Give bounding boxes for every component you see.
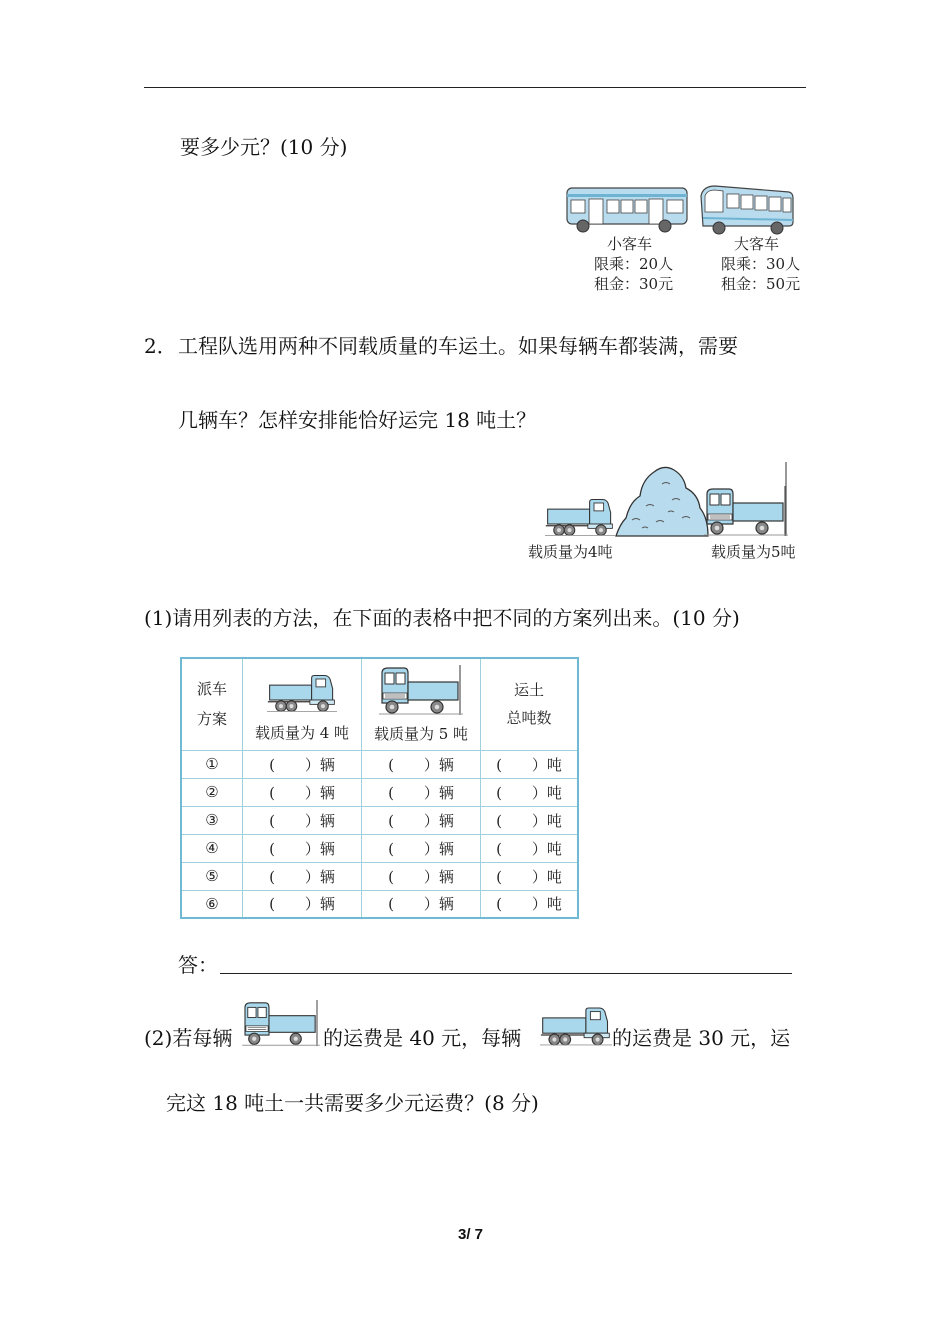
large-bus-rent: 租金：50元 bbox=[721, 275, 801, 293]
answer-label: 答： bbox=[178, 953, 218, 977]
header-total bbox=[481, 658, 579, 750]
header-plan-line2: 方案 bbox=[196, 710, 227, 729]
table-header-row bbox=[181, 658, 578, 750]
row-large-count[interactable]: ( ）辆 bbox=[362, 834, 481, 862]
truck-4t-illustration bbox=[545, 496, 615, 538]
row-small-count[interactable]: ( ）辆 bbox=[243, 750, 362, 778]
row-small-count[interactable]: ( ）辆 bbox=[243, 778, 362, 806]
header-plan-line1: 派车 bbox=[196, 680, 227, 699]
header-total-line1: 运土 bbox=[513, 681, 544, 700]
row-small-count[interactable]: ( ）辆 bbox=[243, 806, 362, 834]
part2-suffix: 的运费是 30 元，运 bbox=[612, 1026, 791, 1050]
header-truck-5t-label: 载质量为 5 吨 bbox=[373, 724, 469, 743]
dirt-pile-illustration bbox=[612, 462, 712, 540]
table-row bbox=[181, 862, 578, 890]
table-row bbox=[181, 778, 578, 806]
header-rule bbox=[144, 87, 806, 88]
row-id: ⑥ bbox=[181, 890, 243, 918]
truck-4t-icon bbox=[267, 672, 337, 714]
truck-4t-inline-icon bbox=[540, 1004, 612, 1048]
row-total[interactable]: ( ）吨 bbox=[481, 862, 579, 890]
table-row bbox=[181, 750, 578, 778]
question1-tail: 要多少元？(10 分) bbox=[180, 135, 348, 159]
row-small-count[interactable]: ( ）辆 bbox=[243, 834, 362, 862]
truck-5t-icon bbox=[379, 665, 463, 717]
truck-5t-inline-icon bbox=[240, 1000, 322, 1048]
part1-prompt: (1)请用列表的方法，在下面的表格中把不同的方案列出来。(10 分) bbox=[144, 606, 740, 630]
row-id: ① bbox=[181, 750, 243, 778]
table-row bbox=[181, 834, 578, 862]
row-large-count[interactable]: ( ）辆 bbox=[362, 778, 481, 806]
row-id: ③ bbox=[181, 806, 243, 834]
question2-line2: 几辆车？怎样安排能恰好运完 18 吨土？ bbox=[178, 408, 537, 432]
plan-table bbox=[180, 657, 579, 919]
header-plan bbox=[181, 658, 243, 750]
header-truck-4t-label: 载质量为 4 吨 bbox=[254, 723, 350, 742]
question2-line1: 工程队选用两种不同载质量的车运土。如果每辆车都装满，需要 bbox=[178, 334, 738, 358]
row-large-count[interactable]: ( ）辆 bbox=[362, 890, 481, 918]
header-truck-5t bbox=[362, 658, 481, 750]
large-bus-capacity: 限乘：30人 bbox=[721, 255, 801, 273]
large-bus-name: 大客车 bbox=[734, 235, 780, 253]
row-total[interactable]: ( ）吨 bbox=[481, 834, 579, 862]
row-total[interactable]: ( ）吨 bbox=[481, 750, 579, 778]
small-bus-name: 小客车 bbox=[607, 235, 653, 253]
table-row bbox=[181, 890, 578, 918]
table-row bbox=[181, 806, 578, 834]
small-bus-illustration bbox=[565, 186, 690, 238]
row-total[interactable]: ( ）吨 bbox=[481, 778, 579, 806]
header-total-line2: 总吨数 bbox=[506, 709, 552, 728]
header-truck-4t bbox=[243, 658, 362, 750]
row-large-count[interactable]: ( ）辆 bbox=[362, 862, 481, 890]
row-total[interactable]: ( ）吨 bbox=[481, 806, 579, 834]
row-id: ⑤ bbox=[181, 862, 243, 890]
page-number: 3/ 7 bbox=[458, 1226, 484, 1243]
row-total[interactable]: ( ）吨 bbox=[481, 890, 579, 918]
truck-4t-label: 载质量为4吨 bbox=[528, 543, 613, 561]
question2-number: 2． bbox=[144, 334, 177, 358]
row-small-count[interactable]: ( ）辆 bbox=[243, 862, 362, 890]
truck-5t-label: 载质量为5吨 bbox=[711, 543, 796, 561]
answer-blank-line[interactable] bbox=[220, 973, 792, 974]
small-bus-capacity: 限乘：20人 bbox=[594, 255, 674, 273]
part2-prefix: (2)若每辆 bbox=[144, 1026, 233, 1050]
part2-mid: 的运费是 40 元，每辆 bbox=[323, 1026, 522, 1050]
part2-line2: 完这 18 吨土一共需要多少元运费？(8 分) bbox=[166, 1091, 539, 1115]
row-small-count[interactable]: ( ）辆 bbox=[243, 890, 362, 918]
row-large-count[interactable]: ( ）辆 bbox=[362, 750, 481, 778]
row-id: ② bbox=[181, 778, 243, 806]
row-large-count[interactable]: ( ）辆 bbox=[362, 806, 481, 834]
small-bus-rent: 租金：30元 bbox=[594, 275, 674, 293]
truck-5t-illustration bbox=[704, 462, 788, 538]
row-id: ④ bbox=[181, 834, 243, 862]
large-bus-illustration bbox=[697, 182, 797, 238]
